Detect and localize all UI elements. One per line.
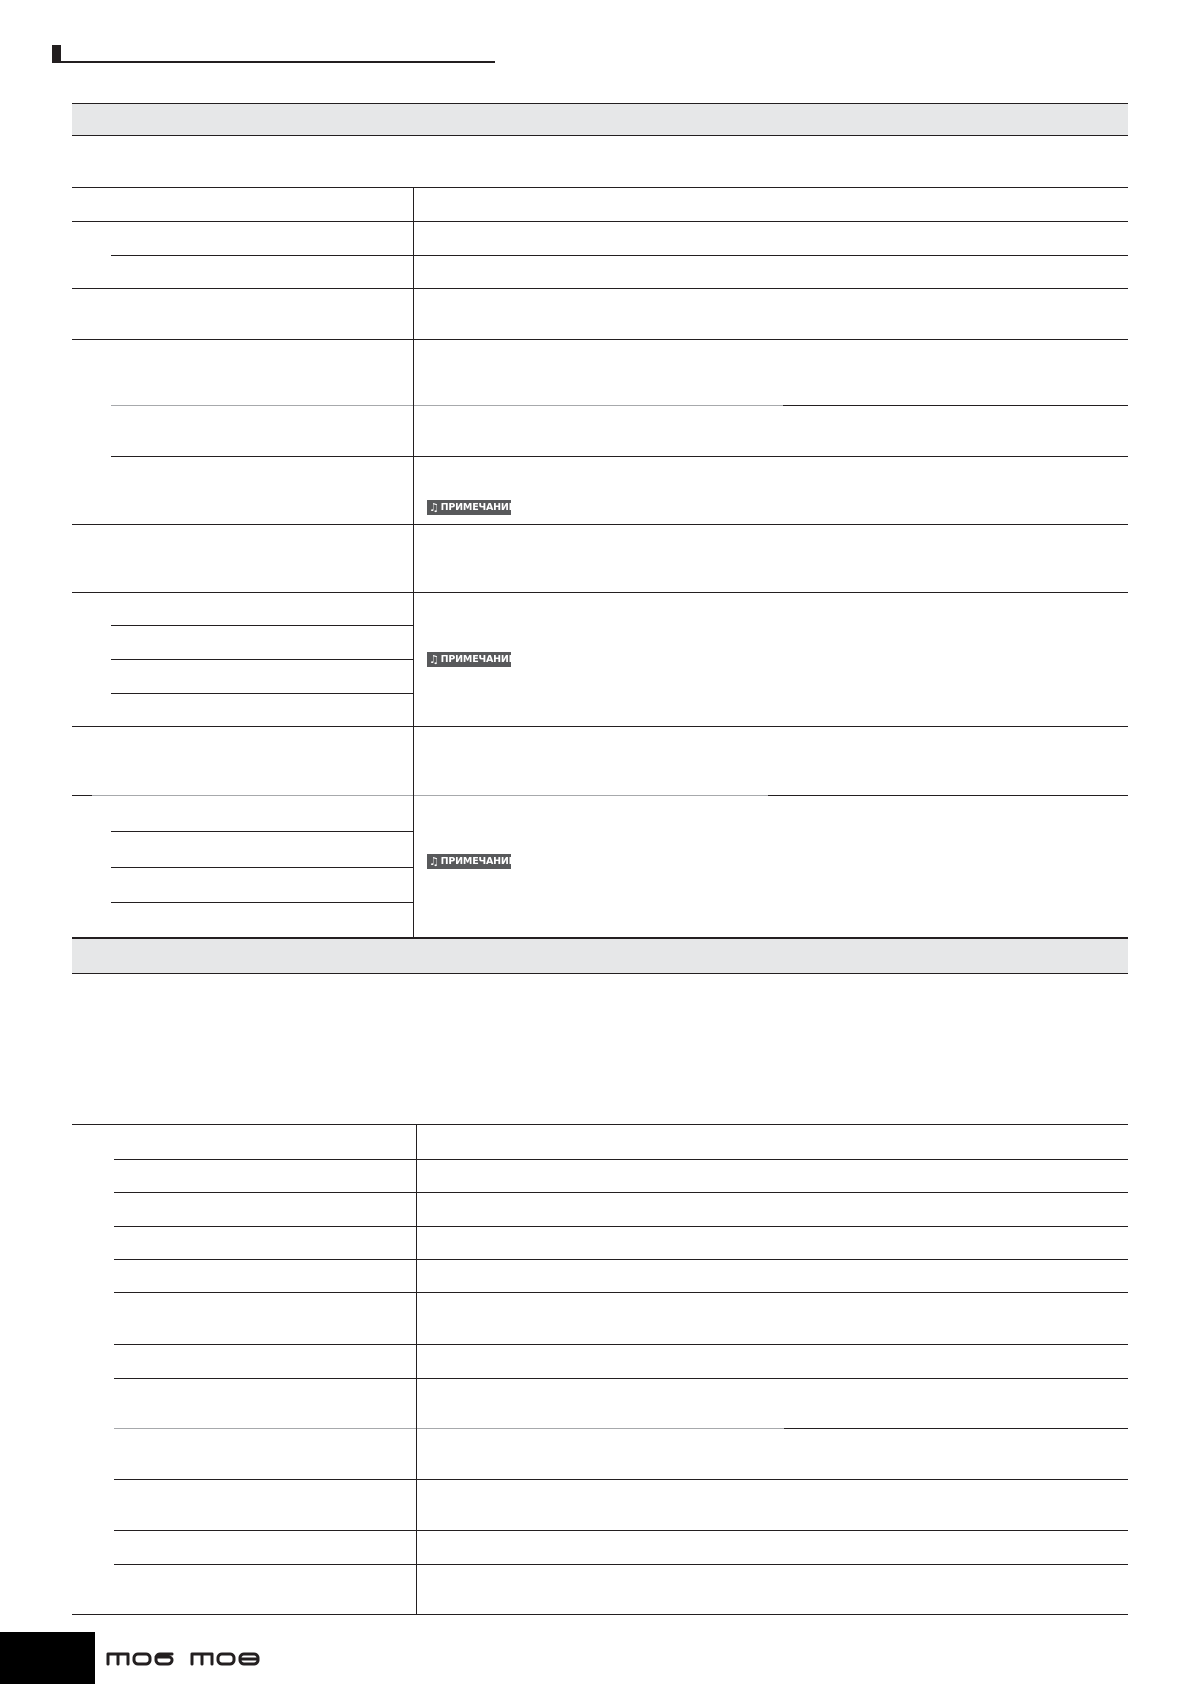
table-rule <box>111 405 413 406</box>
table-rule <box>72 524 1128 525</box>
table-rule <box>114 1292 1128 1293</box>
table-rule <box>784 1428 1128 1429</box>
table-rule <box>114 1192 1128 1193</box>
table-rule <box>111 867 413 868</box>
table-rule <box>111 831 413 832</box>
product-logo <box>106 1648 266 1673</box>
table-rule <box>114 1378 1128 1379</box>
column-divider <box>413 187 414 937</box>
section-header-band <box>72 937 1128 974</box>
note-badge <box>427 854 515 869</box>
table-rule <box>72 592 1128 593</box>
table-rule <box>111 693 413 694</box>
note-badge <box>427 500 515 515</box>
table-rule <box>72 187 1128 188</box>
music-note-icon: ♫ <box>429 501 439 514</box>
table-rule <box>114 1530 1128 1531</box>
table-rule <box>114 1479 1128 1480</box>
music-note-icon: ♫ <box>429 855 439 868</box>
table-rule <box>111 456 1128 457</box>
table-rule <box>72 795 92 796</box>
music-note-icon: ♫ <box>429 653 439 666</box>
table-rule <box>72 221 1128 222</box>
table-rule <box>72 1614 1128 1615</box>
table-rule <box>768 795 1128 796</box>
header-marker <box>52 45 61 62</box>
table-rule <box>114 1259 1128 1260</box>
table-rule <box>92 795 768 796</box>
table-rule <box>111 255 1128 256</box>
table-rule <box>72 1124 1128 1125</box>
column-divider <box>416 1124 417 1614</box>
table-rule <box>114 1564 1128 1565</box>
table-rule <box>72 339 1128 340</box>
mo6-mo8-logo-icon <box>106 1648 266 1668</box>
table-rule <box>114 1226 1128 1227</box>
table-rule <box>111 625 413 626</box>
section-header-band <box>72 103 1128 136</box>
table-rule <box>111 659 413 660</box>
note-label: ПРИМЕЧАНИЕ <box>440 856 515 867</box>
note-label: ПРИМЕЧАНИЕ <box>440 654 515 665</box>
note-label: ПРИМЕЧАНИЕ <box>440 502 515 513</box>
table-rule <box>413 405 783 406</box>
table-rule <box>72 726 1128 727</box>
note-badge <box>427 652 515 667</box>
table-rule <box>783 405 1128 406</box>
table-rule <box>114 1344 1128 1345</box>
table-rule <box>114 1159 1128 1160</box>
table-rule <box>114 1428 784 1429</box>
table-rule <box>72 288 1128 289</box>
table-rule <box>111 902 413 903</box>
header-rule <box>52 61 495 63</box>
page-number-block <box>0 1632 95 1684</box>
